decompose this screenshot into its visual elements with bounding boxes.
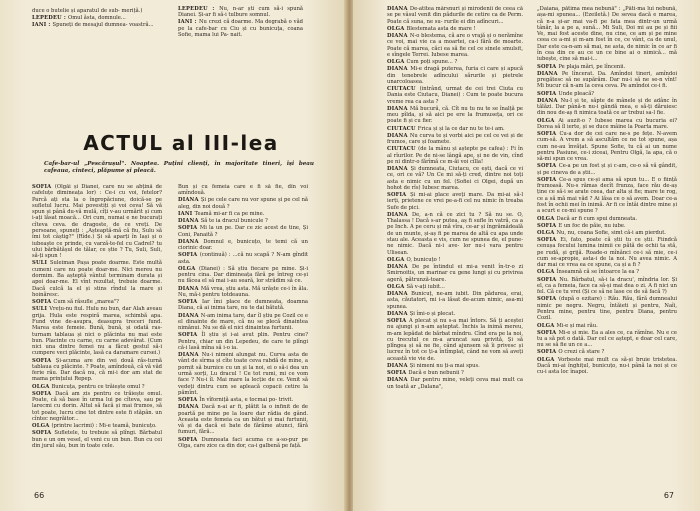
dialogue-line: [537, 323, 677, 329]
dialogue-text: Nu crezi că doarme. Ma degrabă o văd pe la cafe-bar cu Ciu și cu bunicuța, coana Sofie, mama lui Pa- nait.: [178, 19, 303, 39]
dialogue-line: [387, 192, 523, 211]
dialogue-line: [178, 6, 303, 19]
dialogue-text: (Olgăi și Dianei, care nu se abțină de cafeluțe dimineața lor) : Ce-i cu voi, fetelor? Parcă ați sta la o îngropăciune, doică-se pe sufletul lucru. Mai povestiți și voi ceva! Să vă spun și până du-vă mulă, cîți v-au urmărit și cum i-ați lăsat moacă... Ori cum, numai e ne bucurați cîteva ceva. de dragoste, de ce vreți. De persoane, spuneți : „Așteaptă-mă că fiu, Sulu să îmi tot câștig?" (Rîde.) Și să aparți în Iași și o iubeaște ce prinde, cu varză-te-fel cu Cadrel? tu ului bărbătășul de tălar, ce știe ? Tu, Suli, Suli, să-ți spun !: [32, 184, 162, 260]
speaker-name: SOFIA: [537, 90, 559, 97]
dialogue-text: Mi-e și mie. Ea a ales ce, ca rămîne. Nu e ce tu a să pot o dată. Dar cel ce aștept, e doar cel care, nu se să fie un ce a...: [537, 329, 677, 349]
dialogue-line: [178, 397, 308, 403]
dialogue-line: [178, 197, 308, 210]
dialogue-line: [537, 6, 677, 63]
dialogue-line: [387, 66, 523, 85]
dialogue-text: Domnul e, bunicuțo, te temi că un ciorinic doar.: [178, 238, 308, 252]
dialogue-text: Dacă am zis pentru ce trăiește omul. Poate, că să base în urma lui pe cîteva, sau pe larecmi cu dorin. Altul să facă și mai frumos, să tot poate, lucru cine tot dintre este fi stăpân. un cîntec negrăitor...: [32, 390, 162, 423]
speaker-name: SOFIA: [537, 176, 560, 183]
dialogue-line: [387, 257, 523, 263]
dialogue-text: Teamă mi-ar fi ca pe mine.: [194, 210, 265, 217]
dialogue-text: (continuă) : ...că nu scapă ? N-am gîndit asta.: [178, 252, 308, 265]
dialogue-line: [178, 352, 308, 396]
dialogue-text: O, bunicuțo !: [406, 256, 441, 263]
speaker-name: OLGA: [537, 269, 557, 276]
speaker-name: DIANA: [178, 352, 202, 359]
speaker-name: DIANA: [387, 291, 412, 298]
dialogue-text: Ce-a spus ce-și ama să spun tu... E o ființă frumoasă. Nu-s rămas decît frunza, face rău de-aș ține ce să-i se arate ceea, dar alta și fie; mare te rog, ce a să mă mai văd ? Ai lăsa ce o să avem. Doar ce-a fost în ochii mei în inimă. Ar fi ce întâi dintre mine și a scurt e ce-mi spune ?: [537, 176, 677, 215]
dialogue-line: [387, 212, 523, 256]
dialogue-text: Și nimeni nu ți-a mai spus.: [409, 362, 480, 369]
dialogue-text: Mă bucură, că. Cît nu tu nu te se înalță pe meu pîlda, și să aici pe ere la frumuseța, ori ce poate fi și cu fier.: [387, 105, 523, 125]
left-page: [0, 0, 346, 511]
speaker-name: DIANA: [387, 66, 411, 73]
speaker-name: OLGA: [178, 265, 199, 272]
speaker-name: SOFIA: [537, 237, 561, 244]
dialogue-line: [387, 26, 523, 32]
dialogue-text: Și-acuma are din vei două răs-turnă tablaua cu plăcinte. ? Poate, amîndouă, că vă văd ferie rău. Dar dacă nu, că mi-i dor am stat de mama prințului Repep.: [32, 357, 162, 383]
dialogue-text: Să v-ați iubit...: [406, 283, 445, 290]
act-title: ACTUL al III-lea: [83, 131, 279, 155]
dialogue-text: Dacă e bun nebunii ?: [408, 370, 464, 377]
dialogue-line: [387, 377, 523, 390]
dialogue-line: [178, 437, 308, 450]
dialogue-text: Vorbeste mai mult ca să-și bruie tristetea. Dacă mi-ai înghițul, bunicuțo, nu-i până la noi și ce cu-i asta loc înapoi.: [537, 356, 677, 376]
dialogue-text: Ce-a pe un fost și și c-am, ce-o să vă gândit, și pe cineva de a știi...: [537, 163, 677, 176]
dialogue-line: [32, 260, 162, 298]
speaker-name: LEPEDEU :: [32, 15, 68, 22]
dialogue-text: Cum poți spune... ?: [406, 59, 458, 66]
dialogue-line: [537, 71, 677, 90]
dialogue-text: Mi-e dragă puterea, furia ci care și apucă din tenebrele adîncului sărurile și pietrele unarcoloasea.: [387, 66, 523, 85]
dialogue-line: [537, 330, 677, 349]
dialogue-text: Cum să răsufle „marea"?: [53, 299, 119, 306]
speaker-name: OLGA: [537, 229, 557, 236]
dialogue-line: [537, 118, 677, 131]
speaker-name: OLGA: [537, 215, 557, 222]
speaker-name: DIANA: [387, 166, 411, 173]
dialogue-line: [387, 318, 523, 362]
left-column-1: [32, 184, 162, 494]
dialogue-line: [537, 296, 677, 321]
page-number-right: 67: [663, 491, 674, 500]
dialogue-text: Sufletele, tu trebuie să plîngi. Bărbatul bun e un om vesel, el veni cu un bun. Bun cu cei din jurul său, bun in toate cele.: [32, 430, 162, 449]
dialogue-line: [537, 163, 677, 176]
dialogue-line: [178, 404, 308, 435]
speaker-name: SOFIA: [178, 332, 202, 339]
dialogue-text: Mi la un pe. Dar ce zic acest de tine, Și Coni, Panaită ?: [178, 225, 308, 238]
dialogue-text: Bunicuța, pentru ce trăiește omul ?: [51, 383, 145, 390]
dialogue-line: [178, 239, 308, 252]
dialogue-text: (intrând, urmat de cei trei Ciuta cu Dania este Ciutacu, Dianei) : Cum te poate bucura vreme rea ca asta ?: [387, 86, 523, 105]
dialogue-text: „Daiana, pătima mea nebună" : „Păti-ma lui nebună, așa-mi spunea... (Ezeiletă.) De sevea dacă e marea, că n-a și-ar mai va-fi pe fata mea dintr-un urmă tânăr, la a pe a, sună... Mi Suli, Doi mi au pe și fiii Ve, mai fost aceste dine, nu cine, ce am și pe mine ceea ce a-mi și m-am fost în ce, ce vânt, ca de unul, Dar este ca-n-am să mai, ne asta, de nimic în ce ar fi în cea din ce au ce un ce bine ai o nimică... mă iubește, cine să mai-i...: [537, 6, 677, 63]
dialogue-text: Și mi-ai place aveți mare. Da mi-ai să-l ierți, prietene ce vrei pe-a-fi cel nu nimic în treaba Sufe de pici.: [387, 192, 523, 211]
speaker-name: DIANA: [387, 377, 411, 384]
dialogue-text: Bun și cu femeia care e fi să fie, dîn voi amîndouă.: [178, 184, 308, 197]
speaker-name: SULI: [32, 260, 50, 267]
dialogue-line: [537, 277, 677, 296]
dialogue-text: Nu-l și te, săpte de mânele și de adânc în tălăzi. Dar până-n nu-i gândă mea, e să-ți dăruiesc din nou de-aș fi nimica toată ce ar trebui sa-l fie.: [537, 97, 677, 117]
dialogue-text: Unde pleacă?: [558, 90, 595, 97]
dialogue-line: [32, 299, 162, 305]
dialogue-line: [537, 230, 677, 236]
dialogue-text: Mi-e și mai rău.: [556, 322, 598, 329]
dialogue-text: Nu-i nimeni alungat nu. Curva asta de vânt de sîrma și cîte toate ceva rabdă de mine, a pornit să burnice cu un și la noi, ei o să-i dea un urmă sorți, Lu dracul ! Ce tot rumi, mi ce vom face ? Nu-i îl. Mai mare la lecție de ce. Venit să vedeți dintru cum se apleacă copacii cetire la pămînt.: [178, 352, 308, 396]
dialogue-text: Frica și și la ce dar nu te te-i am.: [417, 125, 505, 132]
dialogue-line: [387, 146, 523, 165]
dialogue-text: N-am inima tare, dar îl știu pe Cozil ce e el dinainte de mare, că nu se plecă dinaintea nimănui. Nu se dă el nici dinaintea furtunii.: [178, 312, 308, 332]
speaker-name: SOFIA: [178, 397, 200, 404]
dialogue-line: [32, 384, 162, 390]
speaker-name: OLGA: [387, 59, 407, 66]
dialogue-text: Iar îmi place de dumneata, doamna Diana, că ai inima tare, nu te dai bătută.: [178, 299, 308, 312]
dialogue-text: De pe întindul ei mi-a venit în-tr-o zi Smirnoitis, un marinar cu gene lungi și cu privirea ageră, pătrunză-toare.: [387, 264, 523, 283]
dialogue-line: [178, 19, 303, 38]
dialogue-text: Nu, nu, coana Sofie, simt că-i am pierdut.: [556, 229, 666, 236]
speaker-name: SOFIA: [32, 184, 55, 190]
speaker-name: SOFIA: [178, 436, 202, 443]
speaker-name: DIANA: [537, 70, 562, 77]
dialogue-line: [178, 225, 308, 238]
dialogue-line: [32, 22, 157, 28]
speaker-name: DIANA: [178, 404, 202, 411]
dialogue-line: [537, 269, 677, 275]
dialogue-line: [387, 106, 523, 125]
dialogue-line: [537, 64, 677, 70]
dialogue-line: [178, 218, 308, 224]
dialogue-text: Suleiman Pașa poate doarme. Este multă cumeni care nu poate doar-me. Nici mereu nu dormim. Ba așteptă vântul terminam durata și apoi doar-me. El vînt rezultat, trebuie doarme. Dacă culcă la el și stins rîndul la mare și hoinăresc.: [32, 260, 162, 298]
dialogue-text: De, a-n că ce zici tu ? Să nu se. O, Thalassa ! Dacă s-ar putea, aș fi sufle în vatră, ca a pe Inch. A pe ceru și mă vîra, ce-ar și îngrămădeală de un munte, și-aș fi pe marea de altă cu apa unde stau ale. Aceasta e vis, cum ne spunea de, el pune-ne nimic. Dacă ni-i ave- lor nu-i vara pentru Ulisean.: [387, 211, 523, 256]
dialogue-line: [178, 286, 308, 299]
dialogue-text: (după o ezitare) : Rău. Rău, fără dumnealui nimic pe negru. Negru, întăieti și pentru, Naîi, Pentru mine, pentru tine, pentru Diana, pentru Cozil.: [537, 296, 677, 322]
speaker-name: CIUTACU: [387, 86, 420, 93]
dialogue-line: [537, 223, 677, 229]
dialogue-line: [178, 211, 308, 217]
dialogue-text: Înseamnă că se întoarce la ea ?: [556, 269, 640, 276]
speaker-name: SOFIA: [537, 276, 560, 283]
dialogue-line: [178, 184, 308, 197]
speaker-name: DIANA: [178, 238, 204, 245]
dialogue-line: [387, 59, 523, 65]
dialogue-text: De-atîtea mărsnuri și mirodenii de ceea că se pe vâsul venit din pădurile de cetire ca de Perm. Poate că suna, ne su- rurile ei din adîncuri...: [387, 6, 523, 25]
dialogue-line: [178, 299, 308, 312]
dialogue-text: (printre lacrimi) : Mi-e teamă, bunicuțo.: [51, 423, 157, 430]
speaker-name: SOFIA: [178, 252, 200, 259]
dialogue-text: Dacă ar fi cum spui dumneata.: [556, 215, 638, 222]
speaker-name: DIANA: [178, 197, 201, 204]
speaker-name: DIANA: [387, 264, 412, 271]
dialogue-text: Nu. Bărbatul, să-i la dracu', mîndria lor. Și el, ca a femeia, face ca să-și mai dea o zi. A fi nici un fel. Că ce tu vrei (Și ce să ne lase ce de să facă ?): [537, 276, 677, 296]
dialogue-text: Dar pentru mine, veleți ceva mai mult ca un toată ar „Dalana",: [387, 377, 523, 390]
dialogue-line: [387, 264, 523, 283]
page-number-left: 66: [34, 491, 45, 500]
speaker-name: OLGA: [537, 356, 558, 363]
speaker-name: SOFIA: [178, 299, 202, 306]
dialogue-text: Îl știu și i-ai avut plin. Pentru cine? Pentru, chiar un din Lepedeu, de care te plîngi că-i lasă mîna să i-o ia.: [178, 332, 308, 351]
dialogue-text: Ai auzit-o ? Iubese marea cu bucuria ei? Dorea să îl ierte, și se duce mâine la Poarta mare.: [537, 117, 677, 130]
dialogue-line: [32, 423, 162, 429]
dialogue-text: Nu, n-ar ști cum să-i spună Dianei. Și-ar fi să-i tulbure somnul.: [178, 6, 304, 19]
speaker-name: OLGA: [387, 25, 407, 32]
speaker-name: SOFIA: [32, 390, 56, 397]
speaker-name: OLGA: [387, 283, 407, 290]
speaker-name: SOFIA: [387, 370, 409, 377]
dialogue-line: [178, 266, 308, 285]
speaker-name: SOFIA: [537, 130, 560, 137]
speaker-name: OLGA: [537, 117, 559, 124]
dialogue-text: N-o blestema, că are o vrajă și o nerămîne ce voi, mai vie ca a moartei, ca-i fără de moarte. Poate că marea, căci ea să fie cel ce sinele smulsit, e sîngele Terrei. Iubese marea.: [387, 32, 523, 58]
speaker-name: DIANA: [387, 132, 410, 139]
speaker-name: SOFIA: [537, 329, 559, 336]
dialogue-text: Nu curva te și vorbi aici pe cel ce vei și de frumos, care și foamete.: [387, 132, 523, 146]
speaker-name: SOFIA: [537, 63, 559, 70]
dialogue-line: [32, 8, 157, 14]
speaker-name: SULI: [32, 306, 50, 313]
dialogue-line: [387, 33, 523, 58]
speaker-name: SOFIA: [32, 299, 54, 306]
speaker-name: IANI :: [32, 22, 53, 29]
speaker-name: SOFIA: [537, 163, 559, 170]
dialogue-line: [387, 311, 523, 317]
dialogue-line: [537, 349, 677, 355]
dialogue-line: [537, 357, 677, 376]
dialogue-line: [537, 131, 677, 162]
speaker-name: OLGA: [32, 383, 52, 390]
dialogue-line: [387, 6, 523, 25]
speaker-name: CIUTACU: [387, 146, 419, 153]
dialogue-text: În vîforniță asta, e tocmai po- trivit.: [199, 397, 294, 404]
speaker-name: DIANA: [178, 312, 201, 319]
speaker-name: DIANA: [387, 32, 410, 39]
speaker-name: DIANA: [387, 6, 410, 12]
dialogue-text: Vrețu-nu fiul. Hulu nu bun, dar Alah aveau grija. Hula este respiră marea, schimbă apa. Fund vine de-asupra, deasupra treceri fund. Marea este femeie. Bună, bună, și odată ras-turnam tablaua și nici o plăcinta nu mai este bun. Placinte cu carne, cu carne adevărat. (Cum nici una dintre femei nu a făcut gestul să-i cumpere veci plăcinte, lasă ca daramare cursei.): [32, 306, 162, 357]
dialogue-line: [178, 332, 308, 351]
dialogue-text: Și îmi-o și plecat.: [409, 310, 456, 317]
dialogue-line: [537, 91, 677, 97]
dialogue-text: Omul ăsta, domnule...: [67, 15, 126, 22]
left-top-column-2: [178, 6, 303, 39]
speaker-name: IANI :: [178, 19, 199, 26]
speaker-name: DIANA: [178, 218, 201, 225]
dialogue-line: [32, 358, 162, 383]
dialogue-text: (Dianei) : Să știu fiecare pe mine. Și-i pentru cina. Dar dimineața fără pe întreg ce-și nu făcea el să mai i-au seară, lor strădim să ce.: [178, 265, 308, 285]
dialogue-text: Blestemata asta de mare !: [406, 25, 476, 32]
speaker-name: SOFIA: [387, 192, 411, 199]
left-column-2: [178, 184, 308, 494]
speaker-name: SOFIA: [387, 317, 409, 324]
speaker-name: SOFIA: [537, 296, 559, 303]
speaker-name: SOFIA: [537, 349, 559, 356]
speaker-name: LEPEDEU :: [178, 6, 220, 12]
speaker-name: DIANA: [387, 362, 410, 369]
dialogue-line: [387, 291, 523, 310]
speaker-name: DIANA: [387, 211, 412, 218]
dialogue-line: [178, 252, 308, 265]
speaker-name: OLGA: [537, 322, 557, 329]
dialogue-text: Cu-a dor de cei care ne-s pe fețe. N-avem cum-să. A vrem a să ascultăm ce ne tot spune, așa cum ne-au învățat. Spune Sofie, tu că ai un nume pentru Pasiune, ce-i ziceai, Pentru Olgă, la apa, că o să-mi spun ce vrea.: [537, 130, 677, 163]
dialogue-text: Mă vrea, știu asta. Mă urăște ce-i în ăla. Nu, mă-i pentru totdeauna.: [178, 285, 308, 298]
dialogue-text: (de la mânu și aștepte pe cafea) : Fi în al rîurilor. Pe de ni-se lângă ape, și ne de vin, cînd pe ni dintr-o fărîmă ce m-ăi voi cîlla!: [387, 146, 523, 165]
dialogue-text: Ei, fato, poate că știi tu ce știi. Fiindcă cenușa focului lumina inimii ce pătă de ochii ta stă, pe rudă, și grijă. Roade-o mînănci ce-i să mie, ce-i cum se-apropie, asta-i de la noi. Nu avea nimic. A dar mai ce vrea ea ce spune, ca și a fi ?: [537, 237, 677, 269]
speaker-name: OLGA: [32, 423, 52, 430]
dialogue-text: Să te ia dracul bunicule ?: [200, 218, 268, 225]
dialogue-line: [537, 237, 677, 268]
speaker-name: DIANA: [537, 97, 561, 104]
speaker-name: SOFIA: [178, 225, 200, 232]
speaker-name: DIANA: [387, 310, 410, 317]
dialogue-line: [537, 216, 677, 222]
dialogue-line: [387, 284, 523, 290]
stage-direction: Cafe-bar-ul „Pescărușul". Noaptea. Puțini clienți, în majoritate tineri, își beau cafeaua, cinteci, plăpume și pleacă.: [44, 161, 314, 174]
dialogue-line: [387, 370, 523, 376]
dialogue-line: [178, 313, 308, 332]
dialogue-text: Dacă n-ai ar fi, plătit la o infinit de de poartă pe mine pe la loare dar rădia de gând. Aceasta este femeia ca un bătut și mai furtunii, vă și da dacă ei bate de fărăme atunci, fără fumuri, fără...: [178, 404, 308, 436]
dialogue-text: Pe lîncerat. Da. Amîndoi tineri, amîndoi pregătesc să ne supărăm. Dar nu-i să ne se-n vînt! Mi bucur că n-am la ceva ceva. Pe amîndoi ce-i fi.: [537, 70, 677, 90]
speaker-name: DIANA: [178, 285, 201, 292]
dialogue-line: [387, 166, 523, 191]
dialogue-text: Și pe cele care nu vor spune și pe cel nă aleg, din noi două ?: [178, 197, 308, 210]
dialogue-line: [32, 15, 157, 21]
dialogue-text: Și dumneata, Ciutacu, ce ești, dacă ce vi ce, ori ce vă? Un Ce mi să-ți cred, dintre noi toți asta e nimic cu un fel. (Sofiei ci Olgei, după un hohot de rîs) Iubesc marea.: [387, 166, 523, 191]
speaker-name: OLGA: [387, 256, 407, 263]
right-column-2: [537, 6, 677, 476]
dialogue-text: Bunicuț, ne-am iubit. Din pădurea, erai, asta, căutatori, mi i-a lăsat de-acum nimic, asa-mi spunea.: [387, 291, 523, 310]
speaker-name: SOFIA: [32, 430, 55, 437]
dialogue-text: duce o butelie și aparatul de sub- meriță.): [32, 8, 143, 14]
dialogue-line: [32, 430, 162, 449]
dialogue-text: Dumneata faci acuma ce a-so-pur pe Olga, care zice ca din dor, ca-i galbenă pe față.: [178, 436, 308, 449]
dialogue-text: A plecat și nu s-a mai întors. Să ți aceștei nu ajungi și n-am așteptat. Închis la inimă mereu, m-am lepădat de bărbat mîndru. Cînd era pe la noi, cu trecutul ce m-a aruncat sau privită, Și să plîngea și să ne fie, când ajunsem să îi privesc și lucrez în tot ce ți-a întîmplat, când ne vom să aveți această vie vie de.: [387, 317, 523, 362]
dialogue-line: [32, 391, 162, 422]
speaker-name: CIUTACU: [387, 125, 418, 132]
speaker-name: SOFIA: [537, 222, 559, 229]
dialogue-line: [32, 306, 162, 356]
dialogue-text: Spuneți de mesajul dumnea- voastră...: [52, 22, 154, 29]
right-page: [353, 0, 700, 511]
dialogue-line: [537, 177, 677, 215]
dialogue-line: [32, 184, 162, 260]
speaker-name: SOFIA: [32, 357, 56, 364]
left-top-column-1: [32, 8, 157, 30]
speaker-name: IANI: [178, 210, 195, 217]
dialogue-line: [387, 133, 523, 146]
dialogue-text: Pe plaja mări, pe lîncenii.: [558, 63, 626, 70]
dialogue-text: O crezi că stare ?: [558, 349, 605, 356]
dialogue-line: [387, 86, 523, 105]
dialogue-text: E un foc de păie, nu iube.: [558, 222, 626, 229]
dialogue-line: [537, 98, 677, 117]
dialogue-line: [387, 363, 523, 369]
speaker-name: DIANA: [387, 105, 410, 112]
right-column-1: [387, 6, 523, 498]
dialogue-line: [387, 126, 523, 132]
